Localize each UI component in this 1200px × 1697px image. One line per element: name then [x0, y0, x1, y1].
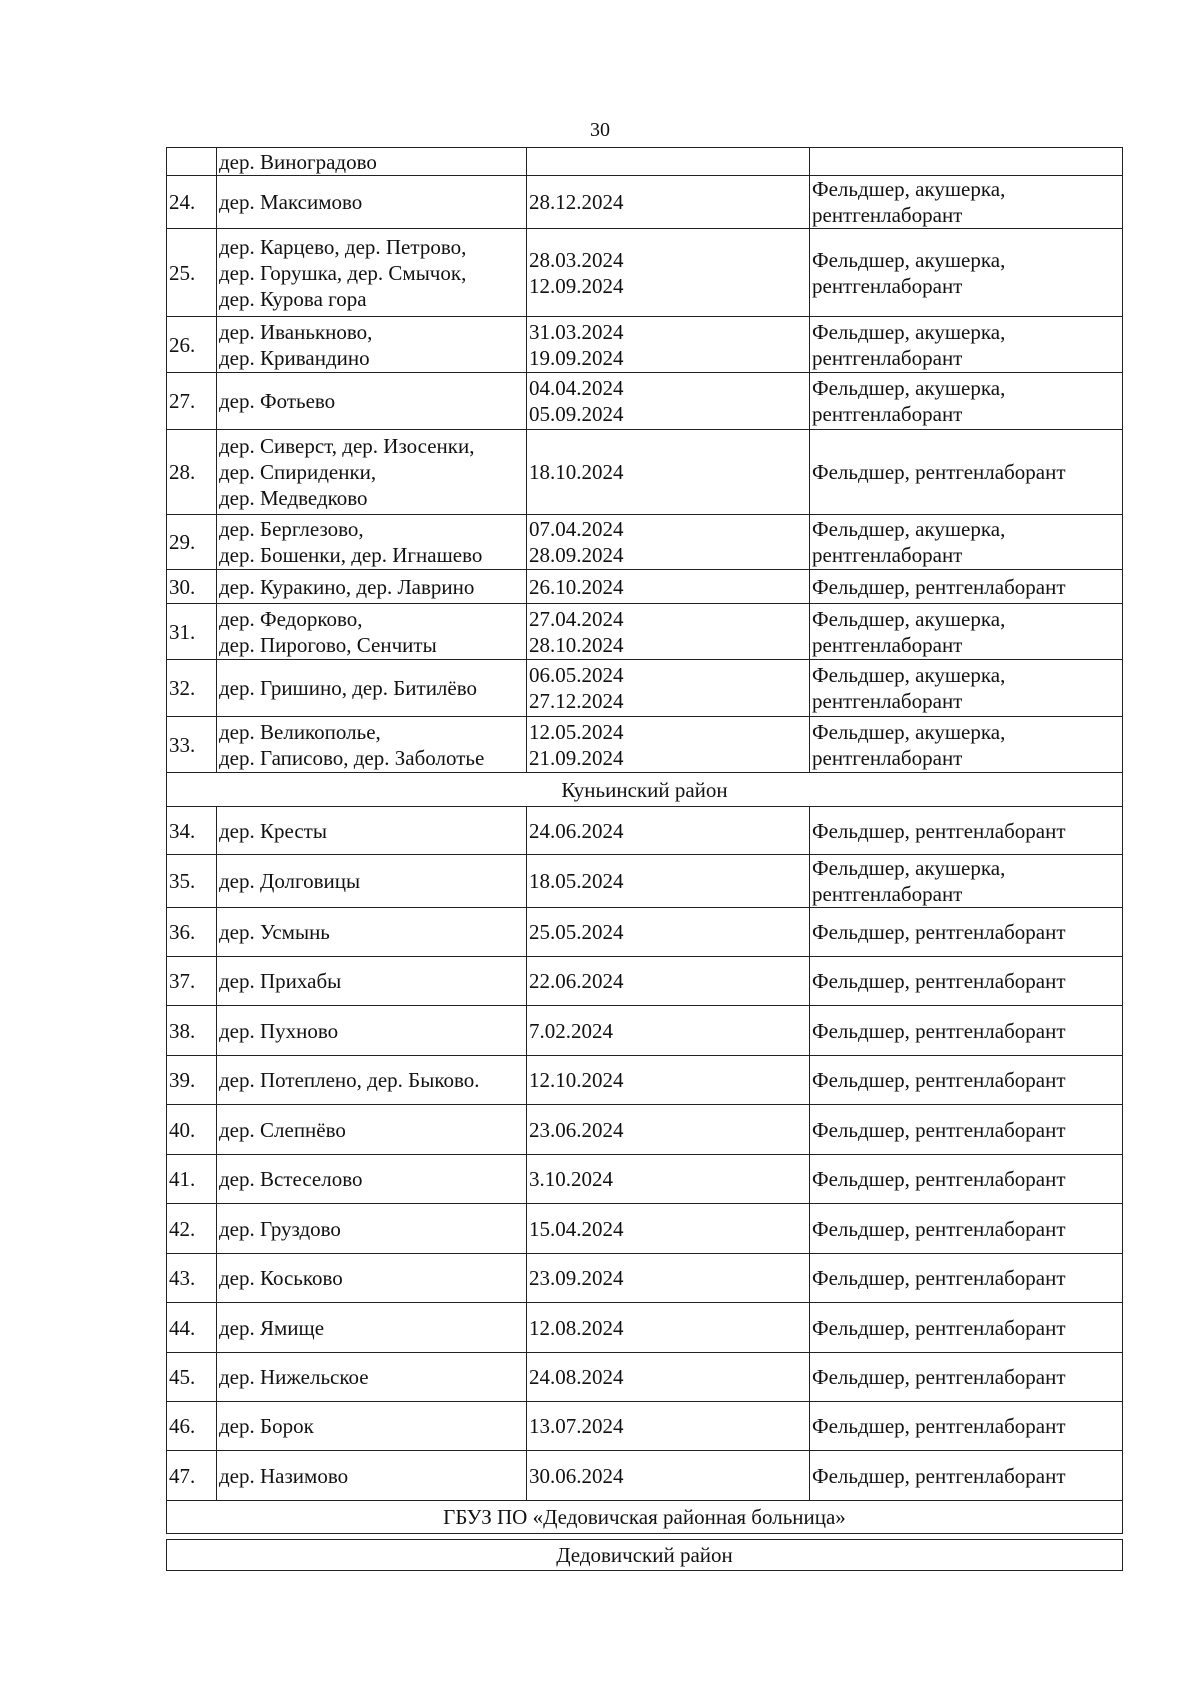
settlement-cell [217, 1204, 527, 1254]
settlement-cell-line: дер. Сиверст, дер. Изосенки, [219, 434, 475, 458]
table-row [167, 148, 1123, 176]
section-hospital [167, 1501, 1123, 1571]
settlement-cell-line: дер. Максимово [219, 190, 363, 214]
section-row [167, 773, 1123, 807]
row-number: 43. [167, 1254, 217, 1303]
staff-cell [810, 1353, 1123, 1402]
settlement-cell [217, 229, 527, 317]
date-cell-line: 28.09.2024 [529, 543, 624, 567]
staff-cell [810, 604, 1123, 660]
staff-cell-line: рентгенлаборант [812, 402, 963, 426]
date-cell-line: 28.03.2024 [529, 247, 624, 272]
date-cell-line: 27.12.2024 [529, 689, 624, 713]
table-row [167, 1451, 1123, 1501]
staff-cell-line: Фельдшер, рентгенлаборант [812, 969, 1066, 993]
date-cell-line: 15.04.2024 [529, 1216, 624, 1241]
date-cell-line: 07.04.2024 [529, 517, 624, 541]
staff-cell [810, 1254, 1123, 1303]
settlement-cell-line: дер. Медведково [219, 486, 368, 510]
row-number: 38. [167, 1006, 217, 1056]
date-cell-line: 23.09.2024 [529, 1266, 624, 1290]
settlement-cell-line: дер. Долговицы [219, 869, 361, 893]
row-number: 27. [167, 373, 217, 430]
date-cell [527, 855, 810, 908]
date-cell-line: 13.07.2024 [529, 1414, 624, 1438]
settlement-cell [217, 1254, 527, 1303]
date-cell [527, 717, 810, 773]
date-cell-line: 28.10.2024 [529, 632, 624, 657]
staff-cell [810, 373, 1123, 430]
settlement-cell-line: дер. Борок [219, 1414, 314, 1438]
date-cell [527, 1204, 810, 1254]
date-cell [527, 1006, 810, 1056]
settlement-cell-line: дер. Прихабы [219, 969, 342, 993]
date-cell [527, 908, 810, 957]
settlement-cell [217, 855, 527, 908]
staff-cell [810, 570, 1123, 604]
staff-cell [810, 957, 1123, 1006]
table-row [167, 1056, 1123, 1105]
settlement-cell-line: дер. Кривандино [219, 345, 370, 370]
staff-cell [810, 1056, 1123, 1105]
row-number: 36. [167, 908, 217, 957]
table-row [167, 660, 1123, 717]
date-cell [527, 148, 810, 176]
date-cell-line: 19.09.2024 [529, 345, 624, 370]
staff-cell [810, 430, 1123, 515]
table-row [167, 373, 1123, 430]
settlement-cell [217, 957, 527, 1006]
date-cell-line: 18.10.2024 [529, 460, 624, 484]
staff-cell [810, 1451, 1123, 1501]
row-number: 34. [167, 807, 217, 855]
settlement-cell-line: дер. Усмынь [219, 920, 330, 944]
date-cell [527, 1353, 810, 1402]
staff-cell [810, 176, 1123, 229]
settlement-cell-line: дер. Пирогово, Сенчиты [219, 632, 437, 657]
settlement-cell-line: дер. Пухново [219, 1018, 339, 1043]
table-row [167, 855, 1123, 908]
date-cell-line: 12.09.2024 [529, 273, 624, 298]
date-cell [527, 515, 810, 570]
staff-cell [810, 855, 1123, 908]
schedule-group-upper [167, 148, 1123, 773]
staff-cell [810, 908, 1123, 957]
settlement-cell-line: дер. Спириденки, [219, 460, 377, 484]
staff-cell-line: Фельдшер, рентгенлаборант [812, 1068, 1066, 1092]
date-cell [527, 604, 810, 660]
date-cell [527, 1056, 810, 1105]
date-cell-line: 3.10.2024 [529, 1167, 613, 1191]
table-row [167, 229, 1123, 317]
settlement-cell-line: дер. Слепнёво [219, 1117, 346, 1142]
staff-cell-line: Фельдшер, рентгенлаборант [812, 1365, 1066, 1389]
table-row [167, 1254, 1123, 1303]
date-cell-line: 26.10.2024 [529, 574, 624, 599]
staff-cell-line: Фельдшер, рентгенлаборант [812, 1266, 1066, 1290]
staff-cell-line: рентгенлаборант [812, 632, 963, 657]
table-row [167, 1303, 1123, 1353]
staff-cell-line: Фельдшер, рентгенлаборант [812, 574, 1066, 599]
settlement-cell-line: дер. Берглезово, [219, 517, 364, 541]
staff-cell [810, 807, 1123, 855]
row-number: 31. [167, 604, 217, 660]
settlement-cell [217, 1303, 527, 1353]
date-cell [527, 317, 810, 373]
staff-cell-line: рентгенлаборант [812, 689, 963, 713]
staff-cell-line: Фельдшер, рентгенлаборант [812, 1414, 1066, 1438]
settlement-cell [217, 1402, 527, 1451]
row-number: 29. [167, 515, 217, 570]
settlement-cell [217, 1056, 527, 1105]
row-number: 24. [167, 176, 217, 229]
staff-cell-line: рентгенлаборант [812, 543, 963, 567]
staff-cell-line: Фельдшер, акушерка, [812, 319, 1006, 344]
settlement-cell-line: дер. Горушка, дер. Смычок, [219, 260, 467, 285]
settlement-cell [217, 430, 527, 515]
table-row [167, 1204, 1123, 1254]
schedule-table [166, 147, 1123, 1571]
settlement-cell [217, 604, 527, 660]
staff-cell-line: Фельдшер, акушерка, [812, 177, 1006, 201]
staff-cell-line: Фельдшер, рентгенлаборант [812, 1315, 1066, 1340]
row-number: 40. [167, 1105, 217, 1155]
date-cell [527, 373, 810, 430]
settlement-cell [217, 148, 527, 176]
settlement-cell [217, 1451, 527, 1501]
staff-cell-line: рентгенлаборант [812, 273, 963, 298]
staff-cell-line: Фельдшер, акушерка, [812, 376, 1006, 400]
settlement-cell [217, 570, 527, 604]
staff-cell-line: Фельдшер, рентгенлаборант [812, 460, 1066, 484]
row-number: 44. [167, 1303, 217, 1353]
settlement-cell-line: дер. Курова гора [219, 286, 367, 311]
row-number: 39. [167, 1056, 217, 1105]
settlement-cell [217, 515, 527, 570]
staff-cell [810, 1402, 1123, 1451]
date-cell [527, 176, 810, 229]
date-cell-line: 31.03.2024 [529, 319, 624, 344]
page-number: 30 [590, 119, 610, 141]
date-cell [527, 1105, 810, 1155]
date-cell-line: 27.04.2024 [529, 606, 624, 631]
staff-cell [810, 1303, 1123, 1353]
table-row [167, 570, 1123, 604]
table-row [167, 515, 1123, 570]
row-number: 32. [167, 660, 217, 717]
settlement-cell-line: дер. Карцево, дер. Петрово, [219, 234, 467, 259]
settlement-cell-line: дер. Коськово [219, 1266, 343, 1290]
row-number: 46. [167, 1402, 217, 1451]
settlement-cell-line: дер. Нижельское [219, 1365, 369, 1389]
settlement-cell [217, 1155, 527, 1204]
staff-cell-line: рентгенлаборант [812, 745, 963, 770]
section-row [167, 1540, 1123, 1571]
staff-cell [810, 660, 1123, 717]
schedule-group-kunya [167, 807, 1123, 1501]
row-number: 28. [167, 430, 217, 515]
row-number: 35. [167, 855, 217, 908]
staff-cell-line: Фельдшер, акушерка, [812, 606, 1006, 631]
date-cell [527, 1451, 810, 1501]
date-cell [527, 1254, 810, 1303]
staff-cell [810, 1006, 1123, 1056]
settlement-cell-line: дер. Груздово [219, 1216, 341, 1241]
section-title-hospital: ГБУЗ ПО «Дедовичская районная больница» [167, 1501, 1123, 1534]
table-row [167, 1006, 1123, 1056]
settlement-cell [217, 373, 527, 430]
staff-cell [810, 1155, 1123, 1204]
section-row [167, 1501, 1123, 1534]
settlement-cell-line: дер. Виноградово [219, 149, 377, 174]
staff-cell-line: Фельдшер, акушерка, [812, 719, 1006, 744]
date-cell [527, 430, 810, 515]
settlement-cell [217, 717, 527, 773]
date-cell-line: 22.06.2024 [529, 969, 624, 993]
staff-cell-line: рентгенлаборант [812, 345, 963, 370]
settlement-cell [217, 1006, 527, 1056]
date-cell-line: 05.09.2024 [529, 402, 624, 426]
staff-cell [810, 148, 1123, 176]
section-title-dedovichi: Дедовичский район [167, 1540, 1123, 1571]
settlement-cell [217, 660, 527, 717]
date-cell [527, 1155, 810, 1204]
date-cell [527, 229, 810, 317]
staff-cell [810, 1204, 1123, 1254]
date-cell-line: 7.02.2024 [529, 1018, 613, 1043]
table-row [167, 1353, 1123, 1402]
staff-cell-line: Фельдшер, рентгенлаборант [812, 818, 1066, 843]
settlement-cell-line: дер. Иванькново, [219, 319, 373, 344]
settlement-cell [217, 317, 527, 373]
staff-cell-line: Фельдшер, рентгенлаборант [812, 1463, 1066, 1488]
date-cell-line: 24.08.2024 [529, 1365, 624, 1389]
settlement-cell-line: дер. Куракино, дер. Лаврино [219, 574, 475, 599]
settlement-cell-line: дер. Гришино, дер. Битилёво [219, 676, 477, 700]
row-number: 30. [167, 570, 217, 604]
table-row [167, 176, 1123, 229]
table-row [167, 1155, 1123, 1204]
staff-cell-line: Фельдшер, рентгенлаборант [812, 1216, 1066, 1241]
date-cell-line: 30.06.2024 [529, 1463, 624, 1488]
table-row [167, 1402, 1123, 1451]
date-cell-line: 12.10.2024 [529, 1068, 624, 1092]
settlement-cell [217, 807, 527, 855]
settlement-cell-line: дер. Великополье, [219, 719, 381, 744]
date-cell-line: 06.05.2024 [529, 663, 624, 687]
settlement-cell [217, 908, 527, 957]
row-number [167, 148, 217, 176]
date-cell-line: 24.06.2024 [529, 818, 624, 843]
settlement-cell [217, 1105, 527, 1155]
table-row [167, 1105, 1123, 1155]
row-number: 37. [167, 957, 217, 1006]
settlement-cell-line: дер. Кресты [219, 818, 327, 843]
staff-cell-line: Фельдшер, акушерка, [812, 247, 1006, 272]
date-cell [527, 1303, 810, 1353]
staff-cell-line: Фельдшер, рентгенлаборант [812, 1117, 1066, 1142]
settlement-cell-line: дер. Ямище [219, 1315, 325, 1340]
settlement-cell-line: дер. Гаписово, дер. Заболотье [219, 745, 485, 770]
date-cell-line: 23.06.2024 [529, 1117, 624, 1142]
row-number: 41. [167, 1155, 217, 1204]
row-number: 42. [167, 1204, 217, 1254]
date-cell-line: 04.04.2024 [529, 376, 624, 400]
staff-cell [810, 317, 1123, 373]
date-cell [527, 660, 810, 717]
table-row [167, 957, 1123, 1006]
staff-cell-line: Фельдшер, акушерка, [812, 856, 1006, 880]
settlement-cell-line: дер. Назимово [219, 1463, 349, 1488]
section-kunya [167, 773, 1123, 807]
staff-cell [810, 229, 1123, 317]
date-cell-line: 18.05.2024 [529, 869, 624, 893]
staff-cell-line: Фельдшер, рентгенлаборант [812, 920, 1066, 944]
table-row [167, 430, 1123, 515]
table-row [167, 908, 1123, 957]
row-number: 25. [167, 229, 217, 317]
date-cell [527, 1402, 810, 1451]
settlement-cell-line: дер. Федорково, [219, 606, 363, 631]
date-cell-line: 12.05.2024 [529, 719, 624, 744]
staff-cell-line: Фельдшер, акушерка, [812, 517, 1006, 541]
table-row [167, 717, 1123, 773]
date-cell [527, 807, 810, 855]
settlement-cell [217, 1353, 527, 1402]
staff-cell-line: Фельдшер, рентгенлаборант [812, 1018, 1066, 1043]
date-cell-line: 21.09.2024 [529, 745, 624, 770]
table-row [167, 807, 1123, 855]
staff-cell-line: рентгенлаборант [812, 203, 963, 227]
table-row [167, 317, 1123, 373]
date-cell [527, 570, 810, 604]
date-cell-line: 28.12.2024 [529, 190, 624, 214]
table-row [167, 604, 1123, 660]
section-title-kunya: Куньинский район [167, 773, 1123, 807]
staff-cell-line: Фельдшер, рентгенлаборант [812, 1167, 1066, 1191]
date-cell-line: 25.05.2024 [529, 920, 624, 944]
settlement-cell-line: дер. Фотьево [219, 389, 336, 413]
row-number: 26. [167, 317, 217, 373]
settlement-cell-line: дер. Потеплено, дер. Быково. [219, 1068, 480, 1092]
row-number: 45. [167, 1353, 217, 1402]
settlement-cell-line: дер. Бошенки, дер. Игнашево [219, 543, 483, 567]
settlement-cell-line: дер. Встеселово [219, 1167, 363, 1191]
row-number: 33. [167, 717, 217, 773]
staff-cell-line: Фельдшер, акушерка, [812, 663, 1006, 687]
date-cell [527, 957, 810, 1006]
date-cell-line: 12.08.2024 [529, 1315, 624, 1340]
settlement-cell [217, 176, 527, 229]
staff-cell [810, 1105, 1123, 1155]
staff-cell [810, 717, 1123, 773]
staff-cell-line: рентгенлаборант [812, 882, 963, 906]
row-number: 47. [167, 1451, 217, 1501]
staff-cell [810, 515, 1123, 570]
